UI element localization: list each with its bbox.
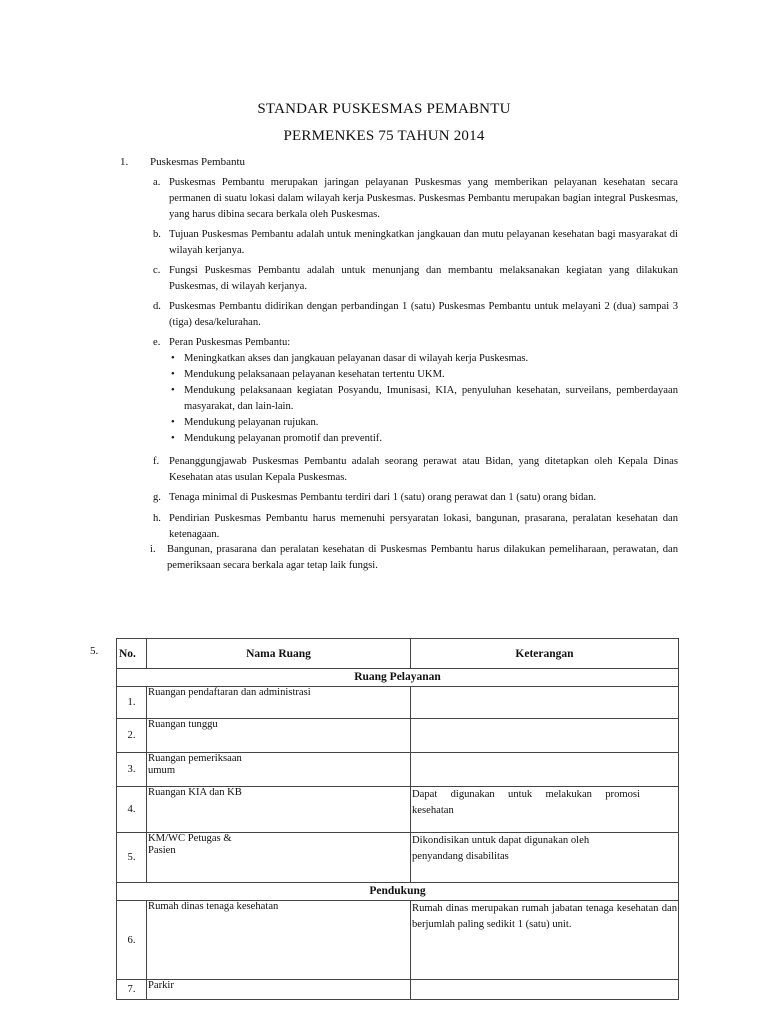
item-text: Fungsi Puskesmas Pembantu adalah untuk menunjang dan membantu melaksanakan kegiatan yang dilakukan Puskesmas, di wilayah kerjanya. <box>169 265 678 292</box>
item-letter: c. <box>153 265 161 276</box>
item-letter: f. <box>153 456 160 467</box>
row-number: 1. <box>117 687 147 719</box>
bullet-icon: • <box>171 353 175 364</box>
item-text: Puskesmas Pembantu merupakan jaringan pelayanan Puskesmas yang memberikan pelayanan kesehatan secara permanen di suatu lokasi dalam wilayah kerja Puskesmas. Puskesmas Pembantu merupakan bagian integral Puskesmas, yang harus dibina secara berkala oleh Puskesmas. <box>169 177 678 220</box>
room-note: Dapat digunakan untuk melakukan promosi kesehatan <box>411 787 679 833</box>
list-item-a <box>150 175 678 223</box>
bullet-item: • Mendukung pelayanan rujukan. <box>167 415 678 431</box>
table-row <box>117 687 679 719</box>
item-letter: i. <box>150 544 156 555</box>
row-number: 5. <box>117 833 147 883</box>
header-no: No. <box>117 639 147 669</box>
item-text: Tenaga minimal di Puskesmas Pembantu terdiri dari 1 (satu) orang perawat dan 1 (satu) orang bidan. <box>169 492 597 503</box>
table-group-row <box>117 669 679 687</box>
section-number: 5. <box>90 645 99 657</box>
group-label: Ruang Pelayanan <box>117 669 679 687</box>
bullet-item: • Mendukung pelayanan promotif dan preventif. <box>167 431 678 447</box>
item-letter: h. <box>153 513 161 524</box>
row-number: 4. <box>117 787 147 833</box>
bullet-item: • Mendukung pelaksanaan pelayanan kesehatan tertentu UKM. <box>167 367 678 383</box>
table-row <box>117 787 679 833</box>
table-row <box>117 980 679 1000</box>
room-name: Ruangan tunggu <box>147 719 411 753</box>
room-note <box>411 753 679 787</box>
room-note <box>411 980 679 1000</box>
table-row <box>117 901 679 980</box>
row-number: 2. <box>117 719 147 753</box>
group-label: Pendukung <box>117 883 679 901</box>
room-note: Rumah dinas merupakan rumah jabatan tenaga kesehatan dan berjumlah paling sedikit 1 (satu) unit. <box>411 901 679 980</box>
item-text: Puskesmas Pembantu didirikan dengan perbandingan 1 (satu) Puskesmas Pembantu untuk melayani 2 (dua) sampai 3 (tiga) desa/kelurahan. <box>169 301 678 328</box>
row-number: 7. <box>117 980 147 1000</box>
room-table <box>116 638 679 1000</box>
item-letter: g. <box>153 492 161 503</box>
table-row <box>117 753 679 787</box>
item-letter: d. <box>153 301 161 312</box>
bullet-icon: • <box>171 417 175 428</box>
list-item-e <box>150 335 678 351</box>
list-item-f <box>150 454 678 486</box>
section-number: 1. <box>120 156 129 168</box>
item-letter: b. <box>153 229 161 240</box>
item-text: Penanggungjawab Puskesmas Pembantu adalah seorang perawat atau Bidan, yang ditetapkan oleh Kepala Dinas Kesehatan atas usulan Kepala Puskesmas. <box>169 456 678 483</box>
table-row <box>117 719 679 753</box>
list-item-c <box>150 263 678 295</box>
room-name: Ruangan pemeriksaan umum <box>147 753 411 787</box>
bullet-icon: • <box>171 385 175 396</box>
peran-bullet-list <box>167 351 678 447</box>
room-note: Dikondisikan untuk dapat digunakan oleh penyandang disabilitas <box>411 833 679 883</box>
list-item-g <box>150 490 678 506</box>
item-text: Pendirian Puskesmas Pembantu harus memenuhi persyaratan lokasi, bangunan, prasarana, peralatan kesehatan dan ketenagaan. <box>169 513 678 540</box>
room-name: Ruangan KIA dan KB <box>147 787 411 833</box>
bullet-icon: • <box>171 369 175 380</box>
row-number: 6. <box>117 901 147 980</box>
bullet-icon: • <box>171 433 175 444</box>
room-name: KM/WC Petugas & Pasien <box>147 833 411 883</box>
document-subtitle: PERMENKES 75 TAHUN 2014 <box>283 128 485 144</box>
list-item-i <box>150 542 678 574</box>
item-letter: a. <box>153 177 161 188</box>
document-title: STANDAR PUSKESMAS PEMABNTU <box>257 101 511 117</box>
section-title: Puskesmas Pembantu <box>150 156 246 168</box>
row-number: 3. <box>117 753 147 787</box>
room-name: Ruangan pendaftaran dan administrasi <box>147 687 411 719</box>
list-item-h <box>150 511 678 543</box>
item-text: Peran Puskesmas Pembantu: <box>169 337 291 348</box>
list-item-d <box>150 299 678 331</box>
room-note <box>411 687 679 719</box>
header-room-name: Nama Ruang <box>147 639 411 669</box>
room-name: Rumah dinas tenaga kesehatan <box>147 901 411 980</box>
bullet-item: • Mendukung pelaksanaan kegiatan Posyandu, Imunisasi, KIA, penyuluhan kesehatan, surveilans, pemberdayaan masyarakat, dan lain-lain. <box>171 385 678 412</box>
item-text: Bangunan, prasarana dan peralatan kesehatan di Puskesmas Pembantu harus dilakukan pemeliharaan, perawatan, dan pemeriksaan secara berkala agar tetap laik fungsi. <box>167 544 678 571</box>
room-name: Parkir <box>147 980 411 1000</box>
room-note <box>411 719 679 753</box>
item-letter: e. <box>153 337 161 348</box>
table-row <box>117 833 679 883</box>
bullet-item: • Meningkatkan akses dan jangkauan pelayanan dasar di wilayah kerja Puskesmas. <box>167 351 678 367</box>
table-group-row <box>117 883 679 901</box>
table-header-row <box>117 639 679 669</box>
header-note: Keterangan <box>411 639 679 669</box>
item-text: Tujuan Puskesmas Pembantu adalah untuk meningkatkan jangkauan dan mutu pelayanan kesehatan bagi masyarakat di wilayah kerjanya. <box>169 229 678 256</box>
list-item-b <box>150 227 678 259</box>
